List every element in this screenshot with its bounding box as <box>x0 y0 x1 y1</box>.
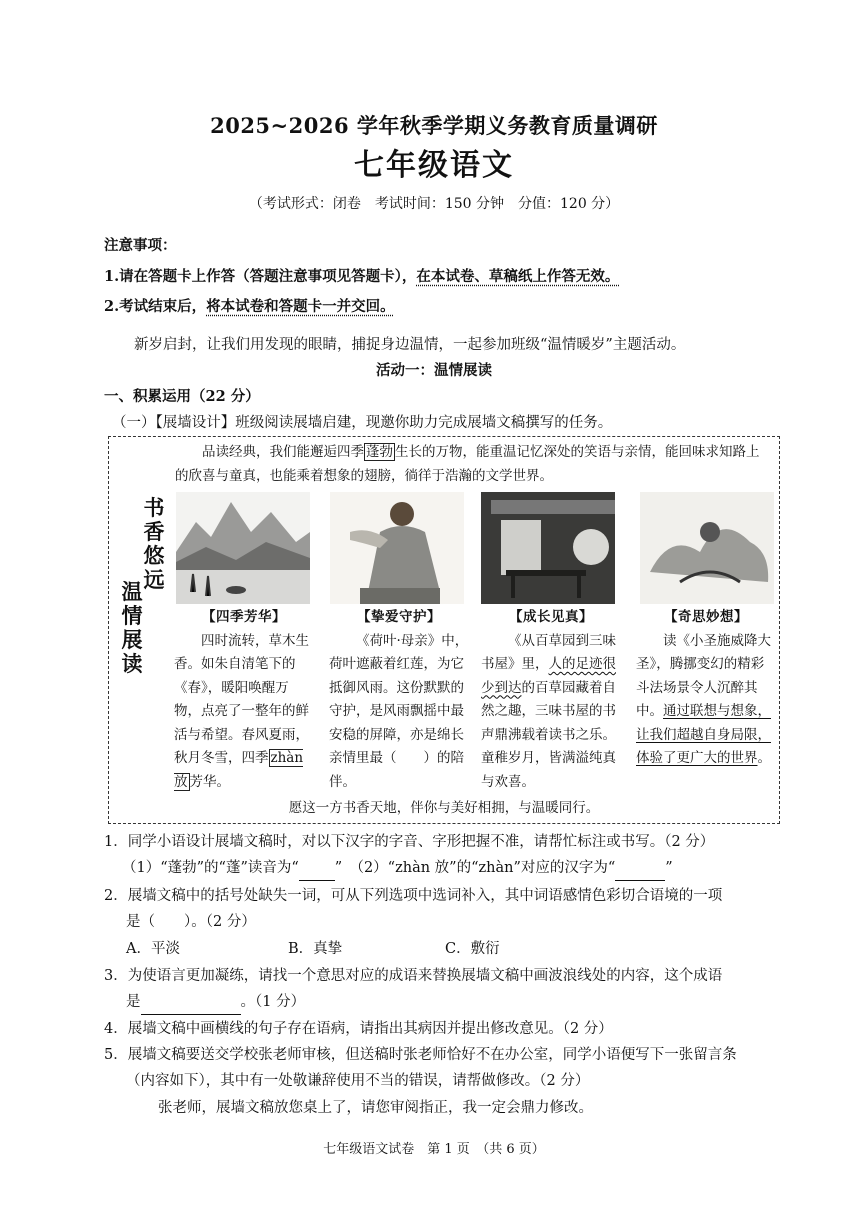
activity-title: 活动一：温情展读 <box>376 362 492 379</box>
question-2-cont: 是（ ）。（2 分） <box>126 914 256 930</box>
question-5: 5．展墙文稿要送交学校张老师审核，但送稿时张老师恰好不在办公室，同学小语便写下一张留言条 <box>104 1047 737 1063</box>
intro-line: 新岁启封，让我们用发现的眼睛，捕捉身边温情，一起参加班级“温情暖岁”主题活动。 <box>134 337 686 353</box>
underlined-sentence: 通过联想与想象，让我们超越自身局限，体验了更广大的世界 <box>636 703 771 766</box>
column-title: 【挚爱守护】 <box>357 609 441 625</box>
exam-subject-title: 七年级语文 <box>354 148 514 183</box>
side-title <box>118 496 168 696</box>
column-imagination <box>636 606 776 771</box>
mother-figure-image <box>330 492 464 604</box>
question-3-cont: 是 。（1 分） <box>126 990 305 1015</box>
notice-item-1: 1.请在答题卡上作答（答题注意事项见答题卡），在本试卷、草稿纸上作答无效。 <box>104 268 620 285</box>
side-char: 读 <box>121 651 143 676</box>
side-char: 远 <box>143 567 165 592</box>
question-5-cont: （内容如下），其中有一处敬谦辞使用不当的错误，请帮做修改。（2 分） <box>126 1073 590 1089</box>
answer-blank[interactable] <box>299 856 335 881</box>
option-c: C．敷衍 <box>445 941 500 957</box>
column-body: 《从百草园到三味书屋》里，人的足迹很少到达的百草园藏着自然之趣，三味书屋的书声鼎沸载着读书之乐。童稚岁月，皆满溢纯真与欢喜。 <box>481 632 616 790</box>
notice-item-2: 2.考试结束后，将本试卷和答题卡一并交回。 <box>104 298 395 315</box>
question-3: 3．为使语言更加凝练，请找一个意思对应的成语来替换展墙文稿中画波浪线处的内容，这个成语 <box>104 968 723 984</box>
column-love-guard <box>329 606 469 794</box>
question-1: 1．同学小语设计展墙文稿时，对以下汉字的字音、字形把握不准，请帮忙标注或书写。（2 分） <box>104 834 715 850</box>
column-growth <box>481 606 621 794</box>
side-char: 悠 <box>143 543 165 568</box>
side-char: 温 <box>121 579 143 604</box>
side-char: 书 <box>143 495 165 520</box>
panel-closing: 愿这一方书香天地，伴你与美好相拥，与温暖同行。 <box>288 800 600 816</box>
column-four-seasons <box>174 606 314 794</box>
answer-blank[interactable] <box>141 990 241 1015</box>
panel-intro: 品读经典，我们能邂逅四季 蓬勃 生长的万物，能重温记忆深处的笑语与亲情，能回味求知路上的欣喜与童真，也能乘着想象的翅膀，徜徉于浩瀚的文学世界。 <box>175 444 760 484</box>
boxed-pinyin: zhàn 放 <box>174 750 304 790</box>
study-room-image <box>481 492 615 604</box>
option-a: A．平淡 <box>126 941 180 957</box>
sub-task: （一）【展墙设计】班级阅读展墙启建，现邀你助力完成展墙文稿撰写的任务。 <box>112 415 613 431</box>
exam-series-title: 2025~2026 学年秋季学期义务教育质量调研 <box>210 113 658 138</box>
column-body: 《荷叶·母亲》中，荷叶遮蔽着红莲，为它抵御风雨。这份默默的守护，是风雨飘摇中最安稳的屏障，亦是绵长亲情里最（ ）的陪伴。 <box>329 632 469 790</box>
journey-west-battle-image <box>640 492 774 604</box>
page-footer: 七年级语文试卷 第 1 页 （共 6 页） <box>323 1142 545 1157</box>
side-char: 情 <box>121 603 143 628</box>
wavy-underlined-text: 人的足迹很少到达 <box>481 656 616 696</box>
side-char: 展 <box>121 627 143 652</box>
message-note: 张老师，展墙文稿放您桌上了，请您审阅指正，我一定会鼎力修改。 <box>158 1100 593 1116</box>
column-body: 读《小圣施威降大圣》，腾挪变幻的精彩斗法场景令人沉醉其中。通过联想与想象，让我们超越自身局限，体验了更广大的世界。 <box>636 632 771 766</box>
landscape-painting-image <box>176 492 310 604</box>
question-1-sub: （1）“蓬勃”的“蓬”读音为“ ” （2）“zhàn 放”的“zhàn”对应的汉字为“ ” <box>122 856 673 881</box>
option-b: B．真挚 <box>288 941 343 957</box>
column-title: 【成长见真】 <box>509 609 593 625</box>
answer-blank[interactable] <box>615 856 665 881</box>
section-heading: 一、积累运用（22 分） <box>104 388 260 405</box>
question-4: 4．展墙文稿中画横线的句子存在语病，请指出其病因并提出修改意见。（2 分） <box>104 1021 613 1037</box>
notice-title: 注意事项： <box>104 237 177 254</box>
side-char: 香 <box>143 519 165 544</box>
question-2: 2．展墙文稿中的括号处缺失一词，可从下列选项中选词补入，其中词语感情色彩切合语境的一项 <box>104 888 723 904</box>
column-title: 【四季芳华】 <box>202 609 286 625</box>
column-title: 【奇思妙想】 <box>664 609 748 625</box>
exam-info: （考试形式：闭卷 考试时间：150 分钟 分值：120 分） <box>248 196 620 212</box>
boxed-word: 蓬勃 <box>366 444 393 460</box>
column-body: 四时流转，草木生香。如朱自清笔下的《春》，暖阳唤醒万物，点亮了一整年的鲜活与希望。春风夏雨，秋月冬雪，四季 zhàn 放 芳华。 <box>174 632 309 790</box>
